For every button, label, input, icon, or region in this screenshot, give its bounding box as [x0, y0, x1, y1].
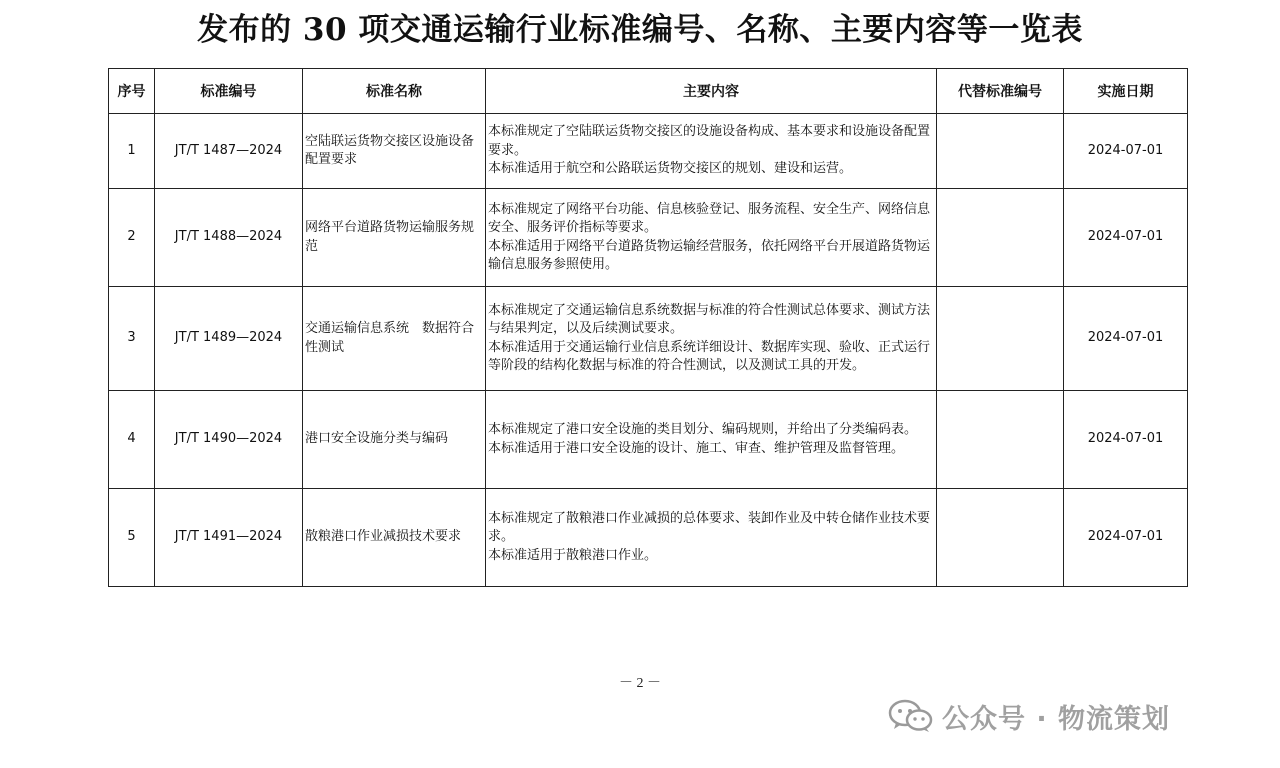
row-name: 交通运输信息系统 数据符合性测试: [303, 287, 486, 391]
watermark-text: 公众号 · 物流策划: [942, 703, 1171, 735]
page-number: － 2 －: [619, 676, 661, 691]
content-line: 本标准规定了港口安全设施的类目划分、编码规则，并给出了分类编码表。: [488, 422, 918, 437]
content-line: 本标准适用于散粮港口作业。: [488, 547, 658, 563]
header-no: 序号: [109, 69, 155, 114]
row-content: [486, 287, 937, 391]
content-line: 本标准规定了散粮港口作业减损的总体要求、装卸作业及中转仓储作业技术要求。: [488, 510, 931, 545]
row-date: 2024-07-01: [1064, 489, 1188, 587]
row-name: 网络平台道路货物运输服务规范: [303, 189, 486, 287]
content-line: 本标准适用于航空和公路联运货物交接区的规划、建设和运营。: [488, 161, 853, 177]
content-line: 本标准适用于网络平台道路货物运输经营服务，依托网络平台开展道路货物运输信息服务参照使用。: [488, 238, 931, 272]
wechat-icon: [888, 699, 934, 733]
row-code: JT/T 1490—2024: [155, 391, 303, 489]
content-line: 本标准规定了网络平台功能、信息核验登记、服务流程、安全生产、网络信息安全、服务评价指标等要求。: [488, 201, 931, 235]
content-line: 本标准规定了交通运输信息系统数据与标准的符合性测试总体要求、测试方法与结果判定，以及后续测试要求。: [488, 302, 931, 336]
row-content: [486, 189, 937, 287]
row-replaces: [937, 287, 1064, 391]
watermark: [888, 698, 1170, 734]
row-code: JT/T 1487—2024: [155, 114, 303, 189]
content-line: 本标准适用于交通运输行业信息系统详细设计、数据库实现、验收、正式运行等阶段的结构化数据与标准的符合性测试，以及测试工具的开发。: [488, 339, 931, 373]
row-date: 2024-07-01: [1064, 287, 1188, 391]
row-no: 4: [109, 391, 155, 489]
row-code: JT/T 1488—2024: [155, 189, 303, 287]
table-row: [109, 189, 1188, 287]
table-row: [109, 391, 1188, 489]
row-code: JT/T 1491—2024: [155, 489, 303, 587]
row-name: 港口安全设施分类与编码: [303, 391, 486, 489]
header-name: 标准名称: [303, 69, 486, 114]
header-date: 实施日期: [1064, 69, 1188, 114]
row-no: 5: [109, 489, 155, 587]
header-content: 主要内容: [486, 69, 937, 114]
row-name: 空陆联运货物交接区设施设备配置要求: [303, 114, 486, 189]
row-date: 2024-07-01: [1064, 189, 1188, 287]
row-replaces: [937, 189, 1064, 287]
content-line: 本标准适用于港口安全设施的设计、施工、审查、维护管理及监督管理。: [488, 440, 905, 456]
content-line: 本标准规定了空陆联运货物交接区的设施设备构成、基本要求和设施设备配置要求。: [488, 124, 931, 158]
standards-table: [108, 68, 1188, 587]
header-code: 标准编号: [155, 69, 303, 114]
table-row: [109, 114, 1188, 189]
row-content: [486, 114, 937, 189]
header-replaces: 代替标准编号: [937, 69, 1064, 114]
row-no: 2: [109, 189, 155, 287]
row-replaces: [937, 114, 1064, 189]
table-row: [109, 287, 1188, 391]
table-header-row: [109, 69, 1188, 114]
row-code: JT/T 1489—2024: [155, 287, 303, 391]
row-content: [486, 391, 937, 489]
row-no: 1: [109, 114, 155, 189]
row-name: 散粮港口作业减损技术要求: [303, 489, 486, 587]
row-replaces: [937, 391, 1064, 489]
row-date: 2024-07-01: [1064, 391, 1188, 489]
page-title: 发布的 30 项交通运输行业标准编号、名称、主要内容等一览表: [197, 12, 1083, 48]
row-replaces: [937, 489, 1064, 587]
row-content: [486, 489, 937, 587]
row-date: 2024-07-01: [1064, 114, 1188, 189]
table-row: [109, 489, 1188, 587]
row-no: 3: [109, 287, 155, 391]
